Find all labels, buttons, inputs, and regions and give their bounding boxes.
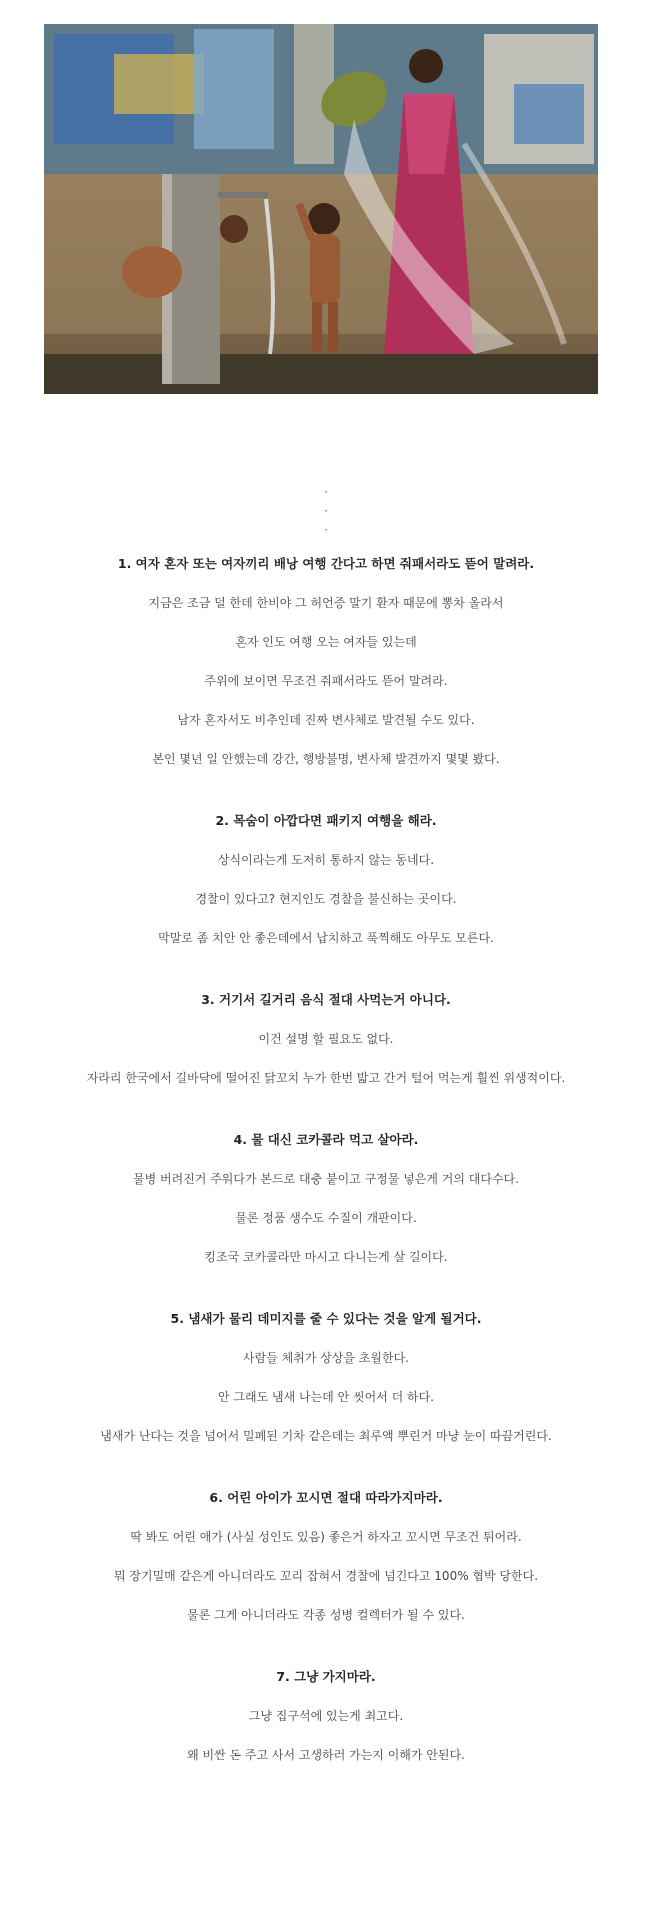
section-5: [0, 1310, 652, 1445]
photo-children-bathing-at-water-pump-icon: [44, 24, 598, 394]
section-2: [0, 812, 652, 947]
section-heading: 6. 어린 아이가 꼬시면 절대 따라가지마라.: [209, 1490, 443, 1505]
body-line: 사람들 체취가 상상을 초월한다.: [243, 1351, 409, 1365]
body-line: 물병 버려진거 주워다가 본드로 대충 붙이고 구정물 넣은게 거의 대다수다.: [133, 1172, 519, 1186]
body-line: 혼자 인도 여행 오는 여자들 있는데: [235, 635, 417, 649]
body-line: 킹조국 코카콜라만 마시고 다니는게 살 길이다.: [204, 1250, 448, 1264]
section-1: [0, 555, 652, 768]
section-heading: 2. 목숨이 아깝다면 패키지 여행을 해라.: [215, 813, 437, 828]
body-line: 왜 비싼 돈 주고 사서 고생하러 가는지 이해가 안된다.: [187, 1748, 465, 1762]
section-3: [0, 991, 652, 1087]
body-line: 안 그래도 냄새 나는데 안 씻어서 더 하다.: [218, 1390, 434, 1404]
section-heading: 4. 물 대신 코카콜라 먹고 살아라.: [233, 1132, 419, 1147]
body-line: 냄새가 난다는 것을 넘어서 밀폐된 기차 같은데는 최루액 뿌린거 마냥 눈이 따끔거린다.: [100, 1429, 552, 1443]
body-line: 딱 봐도 어린 애가 (사실 성인도 있음) 좋은거 하자고 꼬시면 무조건 튀어라.: [130, 1530, 522, 1544]
section-heading: 5. 냄새가 물리 데미지를 줄 수 있다는 것을 알게 될거다.: [170, 1311, 482, 1326]
section-7: [0, 1668, 652, 1764]
section-4: [0, 1131, 652, 1266]
body-line: 남자 혼자서도 비추인데 진짜 변사체로 발견될 수도 있다.: [177, 713, 475, 727]
article-photo: [44, 24, 598, 394]
body-line: 경찰이 있다고? 현지인도 경찰을 불신하는 곳이다.: [195, 892, 457, 906]
body-line: 그냥 집구석에 있는게 최고다.: [248, 1709, 404, 1723]
body-line: 지금은 조금 덜 한데 한비야 그 허언증 말기 환자 때문에 뽕차 올라서: [148, 596, 504, 610]
body-line: 자라리 한국에서 길바닥에 떨어진 닭꼬치 누가 한번 밟고 간거 털어 먹는게 훨씬 위생적이다.: [86, 1071, 566, 1085]
body-line: 본인 몇년 일 안했는데 강간, 행방불명, 변사체 발견까지 몇몇 봤다.: [152, 752, 500, 766]
section-heading: 7. 그냥 가지마라.: [276, 1669, 376, 1684]
separator-dot: ·: [324, 504, 328, 518]
separator-dot: ·: [324, 485, 328, 499]
section-6: [0, 1489, 652, 1624]
body-line: 주위에 보이면 무조건 줘패서라도 뜯어 말려라.: [204, 674, 448, 688]
article-body: [0, 555, 652, 1808]
body-line: 이건 설명 할 필요도 없다.: [258, 1032, 394, 1046]
body-line: 상식이라는게 도저히 통하지 않는 동네다.: [217, 853, 435, 867]
section-heading: 3. 거기서 길거리 음식 절대 사먹는거 아니다.: [201, 992, 451, 1007]
body-line: 뭐 장기밀매 같은게 아니더라도 꼬리 잡혀서 경찰에 넘긴다고 100% 협박 당한다.: [113, 1569, 539, 1583]
separator-dot: ·: [324, 523, 328, 537]
body-line: 막말로 좀 치안 안 좋은데에서 납치하고 푹찍해도 아무도 모른다.: [158, 931, 494, 945]
body-line: 물론 정품 생수도 수질이 개판이다.: [235, 1211, 417, 1225]
body-line: 물론 그게 아니더라도 각종 성병 컬렉터가 될 수 있다.: [187, 1608, 465, 1622]
section-heading: 1. 여자 혼자 또는 여자끼리 배낭 여행 간다고 하면 줘패서라도 뜯어 말려라.: [117, 556, 535, 571]
